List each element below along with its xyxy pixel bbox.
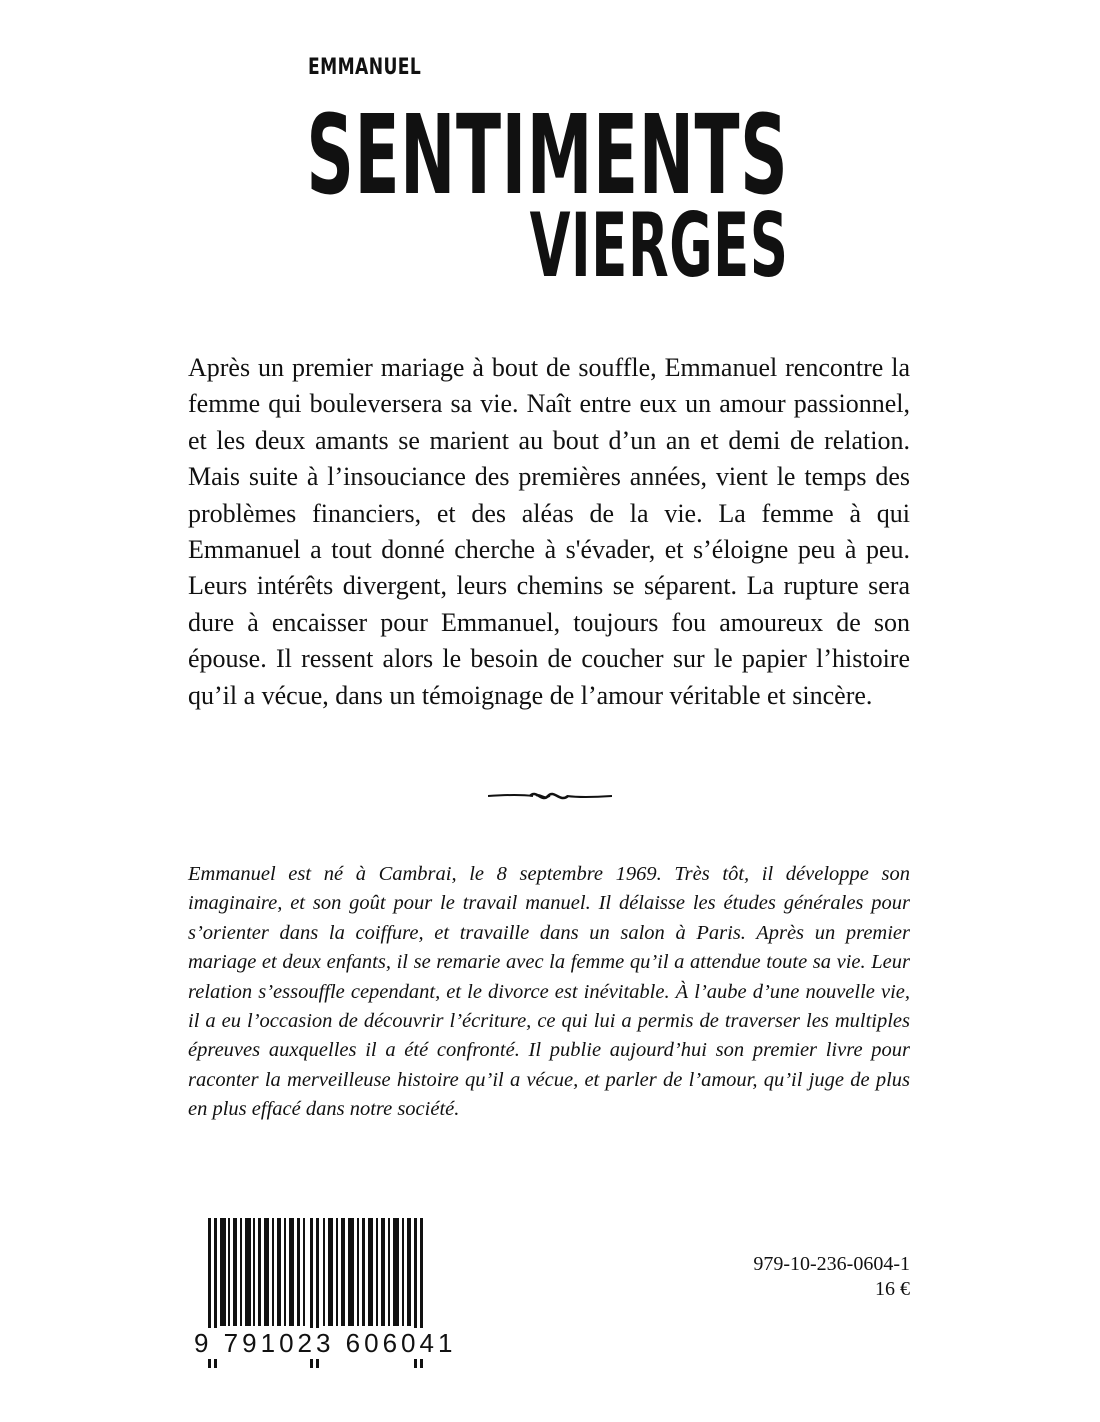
title-line-2: VIERGES — [529, 194, 788, 297]
author-bio: Emmanuel est né à Cambrai, le 8 septembre 1969. Très tôt, il développe son imaginaire, et son goût pour le travail manuel. Il délaisse les études générales pour s’orienter dans la coiffure, et travaille dans un salon à Paris. Après un premier mariage et deux enfants, il se remarie avec la femme qu’il a attendue toute sa vie. Leur relation s’essouffle cependant, et le divorce est inévitable. À l’aube d’une nouvelle vie, il a eu l’occasion de découvrir l’écriture, ce qui lui a permis de traverser les multiples épreuves auxquelles il a été confronté. Il publie aujourd’hui son premier livre pour raconter la merveilleuse histoire qu’il a vécue, et parler de l’amour, qu’il juge de plus en plus effacé dans notre société. — [188, 863, 910, 1121]
book-blurb: Après un premier mariage à bout de souffle, Emmanuel rencontre la femme qui bouleversera sa vie. Naît entre eux un amour passionnel, et les deux amants se marient au bout d’un an et demi de relation. Mais suite à l’insouciance des premières années, vient le temps des problèmes financiers, et des aléas de la vie. La femme à qui Emmanuel a tout donné cherche à s'évader, et s’éloigne peu à peu. Leurs intérêts divergent, leurs chemins se séparent. La rupture sera dure à encaisser pour Emmanuel, toujours fou amoureux de son épouse. Il ressent alors le besoin de coucher sur le papier l’histoire qu’il a vécue, dans un témoignage de l’amour véritable et sincère. — [188, 353, 910, 710]
price-label: 16 € — [875, 1278, 910, 1300]
barcode-digits: 9 791023 606041 — [194, 1328, 457, 1358]
isbn-number: 979-10-236-0604-1 — [753, 1253, 910, 1275]
title-line-1: SENTIMENTS — [306, 91, 788, 219]
author-name: EMMANUEL — [308, 55, 422, 80]
ornament-divider-icon — [488, 787, 612, 805]
